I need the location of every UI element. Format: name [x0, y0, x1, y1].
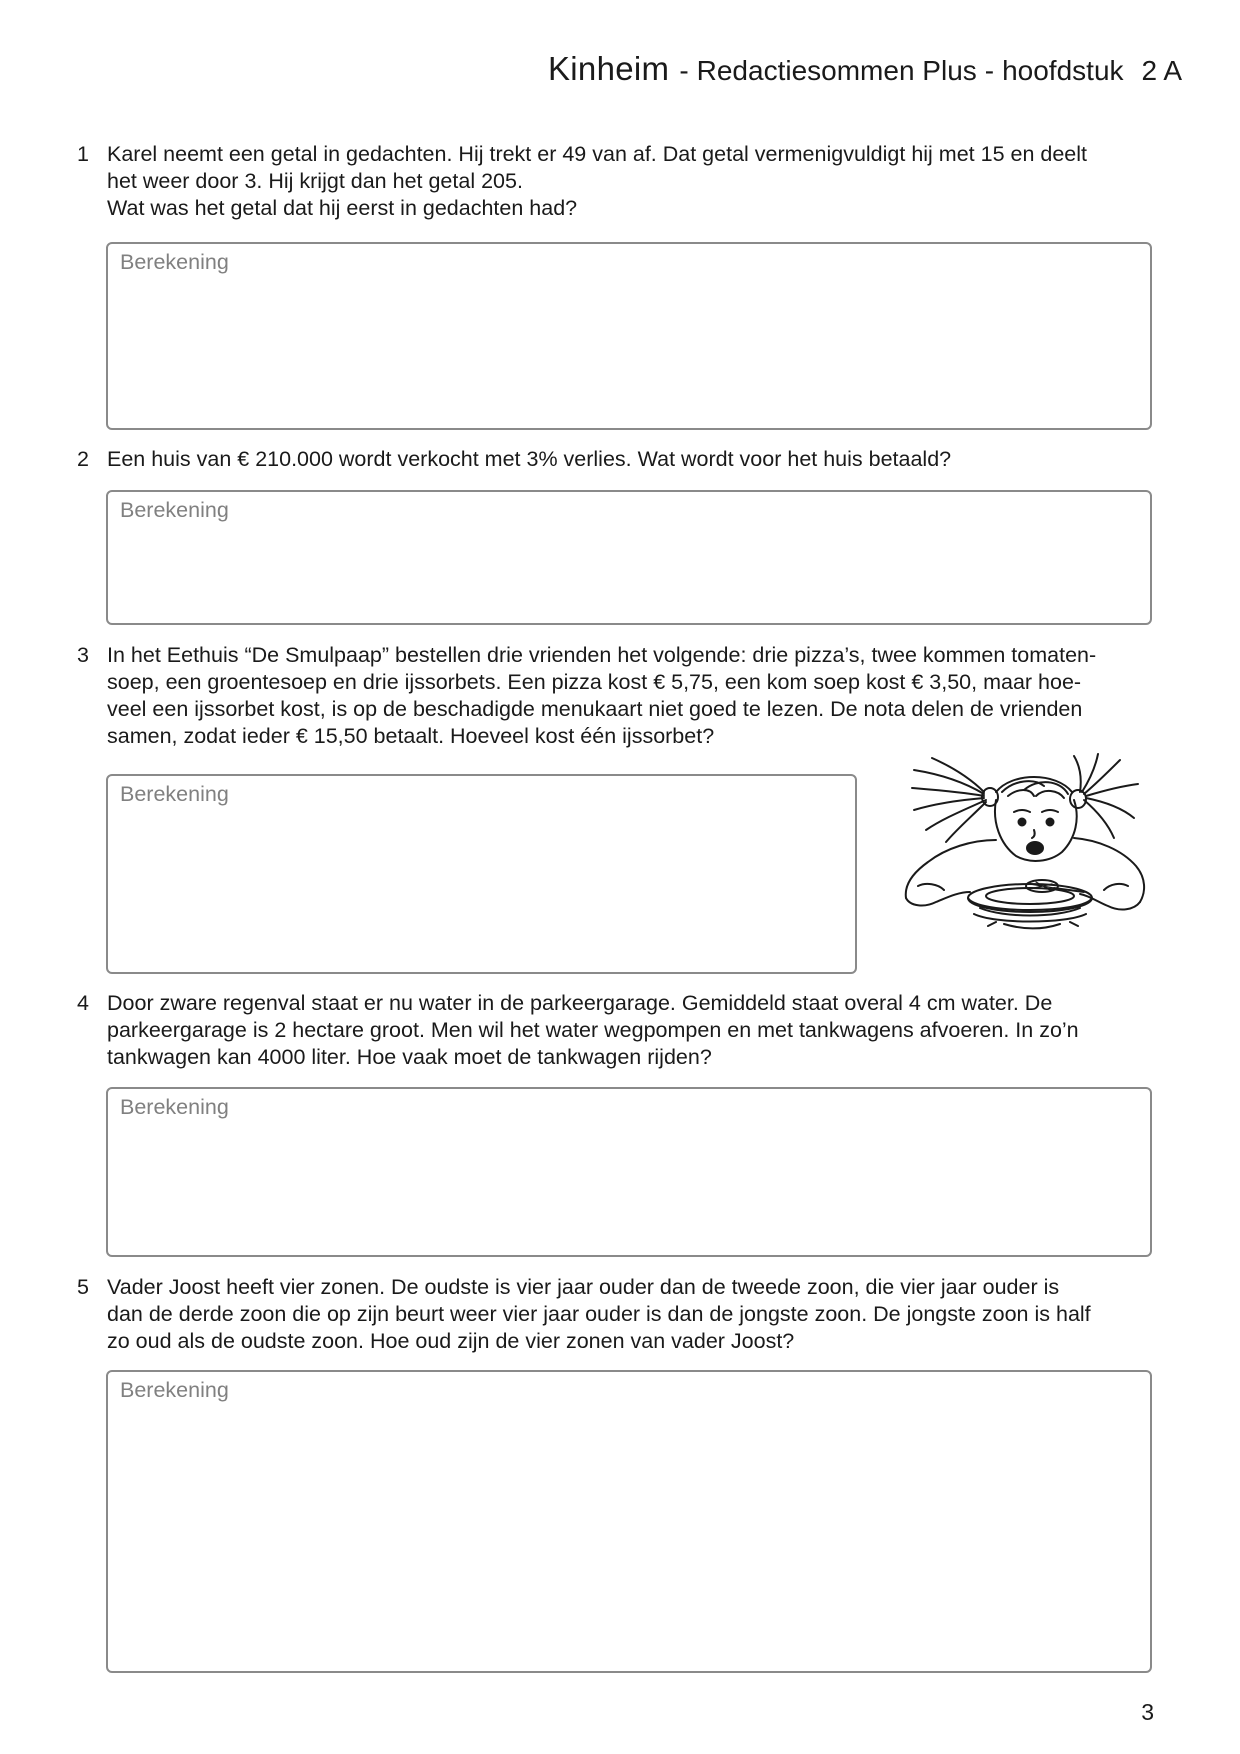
girl-eating-soup-illustration — [884, 752, 1164, 942]
question-text: Karel neemt een getal in gedachten. Hij trekt er 49 van af. Dat getal vermenigvuldigt hij met 15 en deelt het weer door 3. Hij krijgt dan het getal 205. Wat was het getal dat hij eerst in gedachten had? — [107, 142, 1088, 220]
answer-box-label: Berekening — [120, 1378, 229, 1402]
page-header — [548, 50, 1182, 88]
header-separator: - — [679, 55, 689, 86]
question-number: 5 — [77, 1275, 89, 1299]
worksheet-title: Redactiesommen Plus — [696, 55, 977, 86]
answer-box-label: Berekening — [120, 498, 229, 522]
answer-box-label: Berekening — [120, 782, 229, 806]
page-number: 3 — [1141, 1699, 1154, 1725]
section-label: hoofdstuk — [1002, 55, 1124, 86]
chapter-label: 2 A — [1141, 55, 1182, 86]
question-number: 2 — [77, 447, 89, 471]
question-text: Vader Joost heeft vier zonen. De oudste is vier jaar ouder dan de tweede zoon, die vier jaar ouder is dan de derde zoon die op zijn beurt weer vier jaar ouder is dan de jongste zoon. De jongste zoon is half zo oud als de oudste zoon. Hoe oud zijn de vier zonen van vader Joost? — [107, 1275, 1091, 1353]
answer-box-1[interactable] — [106, 242, 1152, 430]
header-separator: - — [984, 55, 995, 86]
question-text: Door zware regenval staat er nu water in de parkeergarage. Gemiddeld staat overal 4 cm water. De parkeergarage is 2 hectare groot. Men wil het water wegpompen en met tankwagens afvoeren. In zo’n tankwagen kan 4000 liter. Hoe vaak moet de tankwagen rijden? — [107, 991, 1079, 1069]
question-text: Een huis van € 210.000 wordt verkocht met 3% verlies. Wat wordt voor het huis betaald? — [107, 447, 952, 471]
answer-box-4[interactable] — [106, 1087, 1152, 1257]
answer-box-label: Berekening — [120, 1095, 229, 1119]
answer-box-label: Berekening — [120, 250, 229, 274]
answer-box-2[interactable] — [106, 490, 1152, 625]
brand-name: Kinheim — [547, 50, 670, 87]
answer-box-5[interactable] — [106, 1370, 1152, 1673]
question-text: In het Eethuis “De Smulpaap” bestellen drie vrienden het volgende: drie pizza’s, twee kommen tomaten- soep, een groentesoep en drie ijssorbets. Een pizza kost € 5,75, een kom soep kost € 3,50, maar hoe- veel een ijssorbet kost, is op de beschadigde menukaart niet goed te lezen. De nota delen de vrienden samen, zodat ieder € 15,50 betaalt. Hoeveel kost één ijssorbet? — [107, 643, 1097, 748]
question-number: 1 — [77, 142, 89, 166]
question-number: 4 — [77, 991, 89, 1015]
question-number: 3 — [77, 643, 89, 667]
answer-box-3[interactable] — [106, 774, 857, 974]
